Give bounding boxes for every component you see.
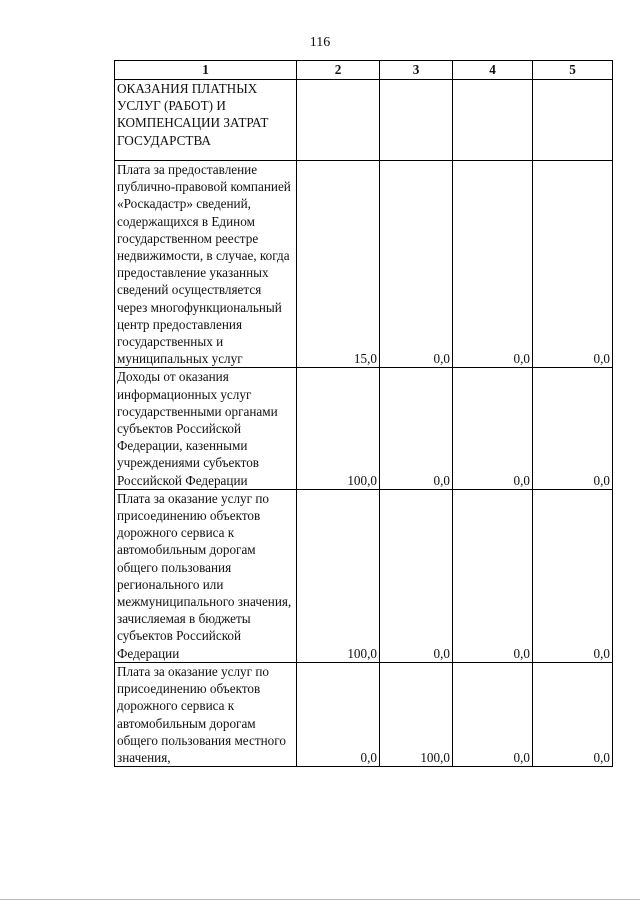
row-value: 0,0 (380, 368, 453, 489)
row-value: 0,0 (297, 662, 380, 766)
budget-table (114, 60, 613, 767)
empty-cell (297, 80, 380, 161)
table-row (115, 368, 613, 489)
row-value: 100,0 (297, 489, 380, 662)
row-value: 0,0 (533, 489, 613, 662)
section-heading: ОКАЗАНИЯ ПЛАТНЫХ УСЛУГ (РАБОТ) И КОМПЕНСАЦИИ ЗАТРАТ ГОСУДАРСТВА (115, 80, 297, 161)
row-value: 0,0 (380, 161, 453, 368)
empty-cell (453, 80, 533, 161)
column-header-5: 5 (533, 61, 613, 80)
empty-cell (533, 80, 613, 161)
row-value: 0,0 (533, 161, 613, 368)
row-label: Плата за оказание услуг по присоединению объектов дорожного сервиса к автомобильным дорогам общего пользования местного значения, (115, 662, 297, 766)
table-row (115, 662, 613, 766)
column-header-1: 1 (115, 61, 297, 80)
column-header-2: 2 (297, 61, 380, 80)
table-row (115, 161, 613, 368)
row-value: 0,0 (453, 662, 533, 766)
row-label: Плата за оказание услуг по присоединению объектов дорожного сервиса к автомобильным дорогам общего пользования регионального или межмуниципального значения, зачисляемая в бюджеты субъектов Российской Федерации (115, 489, 297, 662)
row-value: 0,0 (533, 368, 613, 489)
page-number: 116 (309, 35, 331, 50)
table-row (115, 489, 613, 662)
row-value: 100,0 (297, 368, 380, 489)
header-row (115, 61, 613, 80)
empty-cell (380, 80, 453, 161)
column-header-3: 3 (380, 61, 453, 80)
row-value: 15,0 (297, 161, 380, 368)
row-value: 0,0 (380, 489, 453, 662)
page-bottom-edge (0, 899, 640, 900)
column-header-4: 4 (453, 61, 533, 80)
row-label: Плата за предоставление публично-правовой компанией «Роскадастр» сведений, содержащихся в Едином государственном реестре недвижимости, в случае, когда предоставление указанных сведений осуществляется через многофункциональный центр предоставления государственных и муниципальных услуг (115, 161, 297, 368)
row-value: 0,0 (453, 489, 533, 662)
row-value: 0,0 (453, 368, 533, 489)
section-heading-row (115, 80, 613, 161)
row-value: 0,0 (453, 161, 533, 368)
row-value: 0,0 (533, 662, 613, 766)
row-value: 100,0 (380, 662, 453, 766)
row-label: Доходы от оказания информационных услуг государственными органами субъектов Российской Федерации, казенными учреждениями субъектов Российской Федерации (115, 368, 297, 489)
